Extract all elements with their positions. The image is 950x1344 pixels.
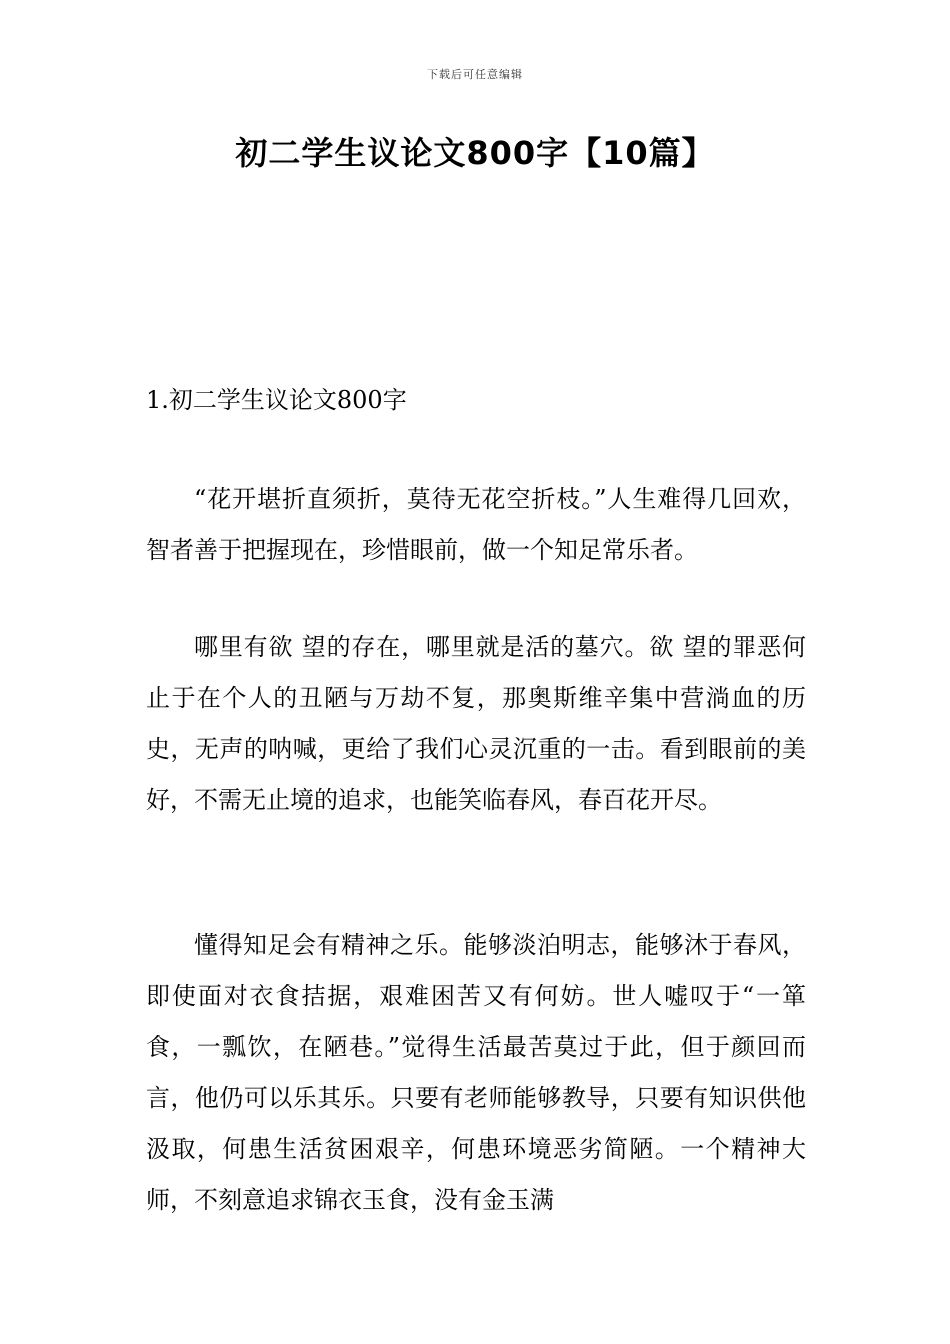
paragraph-2: 哪里有欲 望的存在，哪里就是活的墓穴。欲 望的罪恶何止于在个人的丑陋与万劫不复，那奥斯维辛集中营淌血的历史，无声的呐喊，更给了我们心灵沉重的一击。看到眼前的美好，不需无止境的追求，也能笑临春风，春百花开尽。	[146, 633, 806, 814]
header-note: 下载后可任意编辑	[427, 68, 523, 81]
paragraph-1: “花开堪折直须折，莫待无花空折枝。”人生难得几回欢，智者善于把握现在，珍惜眼前，做一个知足常乐者。	[146, 485, 806, 564]
section-heading: 1.初二学生议论文800字	[146, 386, 407, 414]
page-title: 初二学生议论文800字【10篇】	[235, 134, 715, 172]
paragraph-3: 懂得知足会有精神之乐。能够淡泊明志，能够沐于春风，即使面对衣食拮据，艰难困苦又有何妨。世人嘘叹于“一箪食，一瓢饮，在陋巷。”觉得生活最苦莫过于此，但于颜回而言，他仍可以乐其乐。只要有老师能够教导，只要有知识供他汲取，何患生活贫困艰辛，何患环境恶劣简陋。一个精神大师，不刻意追求锦衣玉食，没有金玉满	[146, 931, 806, 1214]
